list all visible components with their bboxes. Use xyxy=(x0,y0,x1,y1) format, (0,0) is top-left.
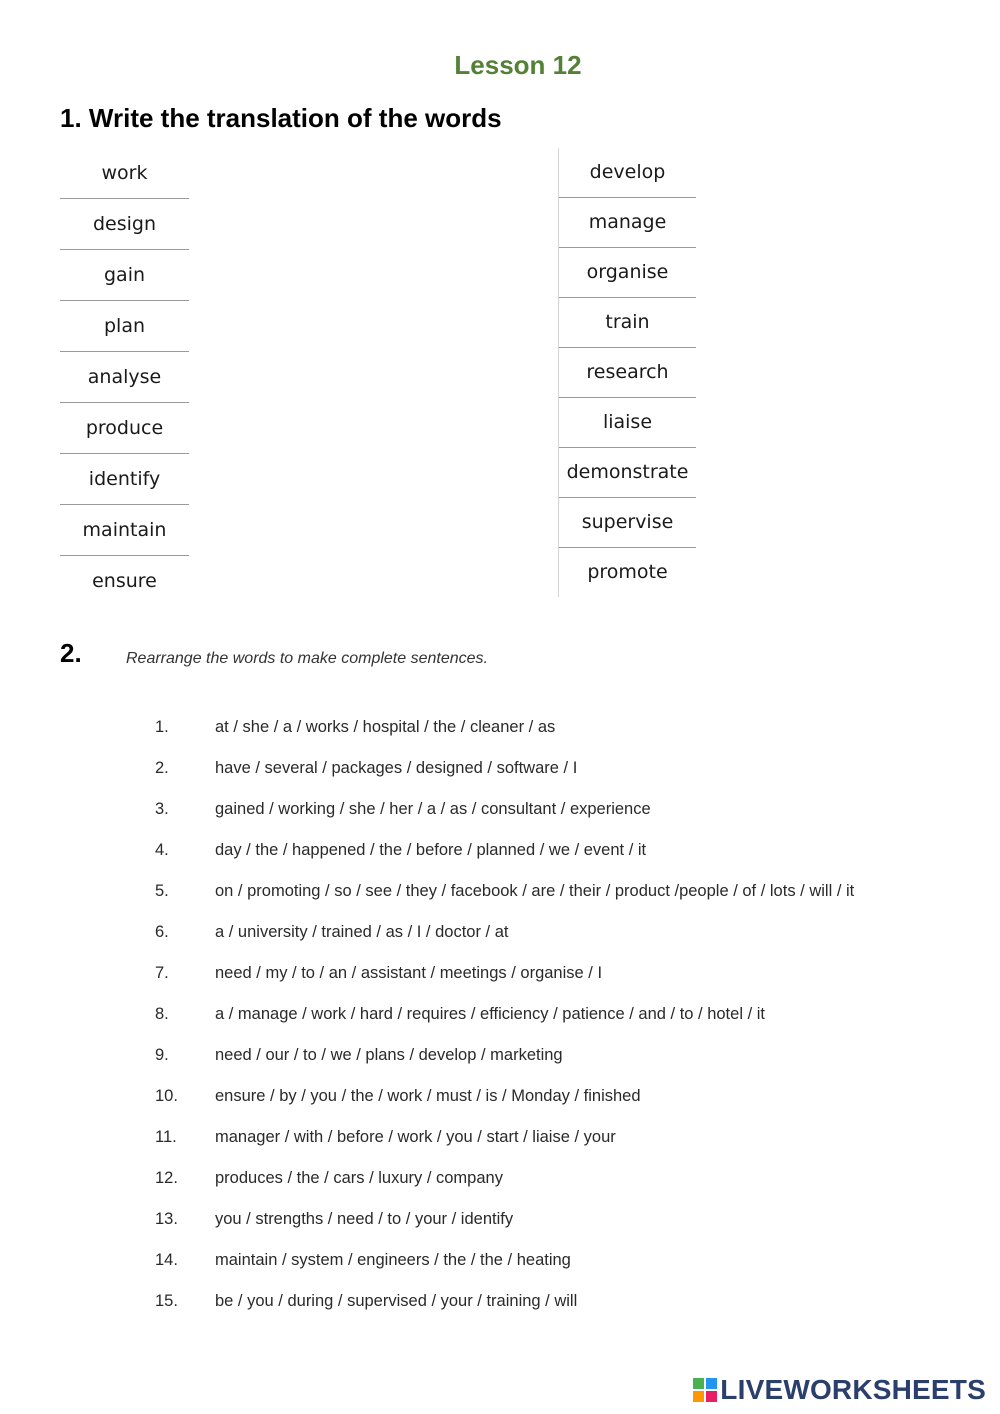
vocab-word: produce xyxy=(60,403,189,454)
sentence-number: 15. xyxy=(155,1292,178,1310)
vocab-word: design xyxy=(60,199,189,250)
sentence-number: 5. xyxy=(155,882,169,900)
vocab-word: work xyxy=(60,148,189,199)
sentence-number: 2. xyxy=(155,759,169,777)
sentence-item xyxy=(155,871,955,912)
sentence-item xyxy=(155,994,955,1035)
sentence-text: at / she / a / works / hospital / the / cleaner / as xyxy=(215,718,556,736)
sentence-item xyxy=(155,748,955,789)
sentence-text: gained / working / she / her / a / as / consultant / experience xyxy=(215,800,651,818)
vocab-word: supervise xyxy=(559,498,696,548)
vocab-word: plan xyxy=(60,301,189,352)
vocab-word: train xyxy=(559,298,696,348)
sentence-number: 4. xyxy=(155,841,169,859)
sentence-item xyxy=(155,912,955,953)
word-list-right xyxy=(558,148,696,597)
sentence-item xyxy=(155,953,955,994)
sentence-number: 8. xyxy=(155,1005,169,1023)
vocab-word: organise xyxy=(559,248,696,298)
sentence-text: ensure / by / you / the / work / must / is / Monday / finished xyxy=(215,1087,641,1105)
vocab-word: manage xyxy=(559,198,696,248)
sentence-text: day / the / happened / the / before / planned / we / event / it xyxy=(215,841,647,859)
sentence-number: 6. xyxy=(155,923,169,941)
vocab-word: ensure xyxy=(92,570,157,592)
vocab-word: research xyxy=(559,348,696,398)
sentence-item xyxy=(155,707,955,748)
sentence-text: have / several / packages / designed / software / I xyxy=(215,759,578,777)
section-1-heading: 1. Write the translation of the words xyxy=(60,103,502,133)
sentence-number: 12. xyxy=(155,1169,178,1187)
vocab-word: identify xyxy=(60,454,189,505)
sentence-text: you / strengths / need / to / your / identify xyxy=(215,1210,514,1228)
brand-name: LIVEWORKSHEETS xyxy=(720,1374,986,1405)
sentence-text: on / promoting / so / see / they / facebook / are / their / product /people / of / lots / will / it xyxy=(215,882,855,900)
sentence-item xyxy=(155,1281,955,1322)
sentence-text: a / manage / work / hard / requires / efficiency / patience / and / to / hotel / it xyxy=(215,1005,765,1023)
vocab-word: demonstrate xyxy=(559,448,696,498)
sentence-item xyxy=(155,1158,955,1199)
sentence-item xyxy=(155,1199,955,1240)
vocab-word: maintain xyxy=(60,505,189,556)
sentence-text: need / our / to / we / plans / develop / marketing xyxy=(215,1046,563,1064)
section-2-heading: 2. xyxy=(60,638,82,668)
sentence-number: 10. xyxy=(155,1087,178,1105)
sentence-item xyxy=(155,789,955,830)
sentence-text: be / you / during / supervised / your / training / will xyxy=(215,1292,578,1310)
sentence-number: 1. xyxy=(155,718,169,736)
sentence-number: 7. xyxy=(155,964,169,982)
sentence-number: 14. xyxy=(155,1251,178,1269)
sentence-number: 13. xyxy=(155,1210,178,1228)
sentence-number: 3. xyxy=(155,800,169,818)
sentence-item xyxy=(155,1117,955,1158)
sentence-item xyxy=(155,1076,955,1117)
sentence-text: manager / with / before / work / you / start / liaise / your xyxy=(215,1128,616,1146)
sentence-text: need / my / to / an / assistant / meetings / organise / I xyxy=(215,964,603,982)
sentence-list xyxy=(155,707,955,1322)
vocab-word: liaise xyxy=(559,398,696,448)
sentence-item xyxy=(155,830,955,871)
vocab-word: promote xyxy=(587,561,668,583)
sentence-number: 9. xyxy=(155,1046,169,1064)
section-2-instruction: Rearrange the words to make complete sentences. xyxy=(126,650,488,667)
vocab-word: gain xyxy=(60,250,189,301)
page-title: Lesson 12 xyxy=(454,50,582,80)
word-list-left xyxy=(60,148,189,606)
sentence-item xyxy=(155,1035,955,1076)
sentence-text: produces / the / cars / luxury / company xyxy=(215,1169,503,1187)
sentence-number: 11. xyxy=(155,1128,177,1146)
sentence-text: maintain / system / engineers / the / the / heating xyxy=(215,1251,571,1269)
brand-footer xyxy=(693,1374,986,1406)
vocab-word: develop xyxy=(559,148,696,198)
vocab-word: analyse xyxy=(60,352,189,403)
sentence-text: a / university / trained / as / I / doctor / at xyxy=(215,923,509,941)
sentence-item xyxy=(155,1240,955,1281)
liveworksheets-logo-icon xyxy=(693,1378,717,1402)
